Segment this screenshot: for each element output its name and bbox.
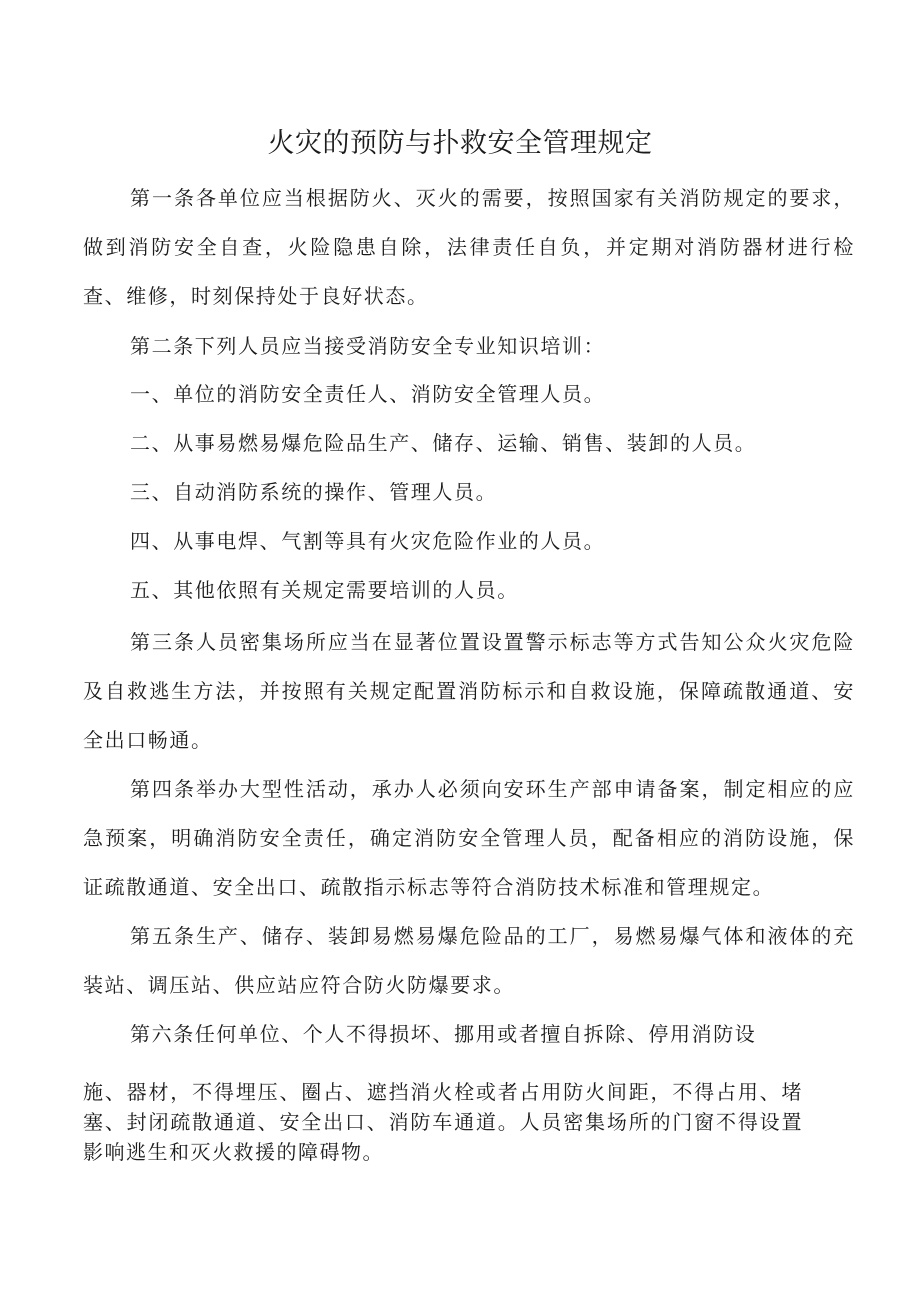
paragraph-article-6: 第六条任何单位、个人不得损坏、挪用或者擅自拆除、停用消防设 <box>130 1022 757 1046</box>
paragraph-article-3: 第三条人员密集场所应当在显著位置设置警示标志等方式告知公众火灾危险及自救逃生方法，并按照有关规定配置消防标示和自救设施，保障疏散通道、安全出口畅通。 <box>83 630 855 752</box>
paragraph-article-5: 第五条生产、储存、装卸易燃易爆危险品的工厂，易燃易爆气体和液体的充装站、调压站、供应站应符合防火防爆要求。 <box>83 924 855 997</box>
list-item-5: 五、其他依照有关规定需要培训的人员。 <box>130 578 519 602</box>
list-item-3: 三、自动消防系统的操作、管理人员。 <box>130 480 498 504</box>
list-item-1: 一、单位的消防安全责任人、消防安全管理人员。 <box>130 382 606 406</box>
paragraph-article-4: 第四条举办大型性活动，承办人必须向安环生产部申请备案，制定相应的应急预案，明确消防安全责任，确定消防安全管理人员，配备相应的消防设施，保证疏散通道、安全出口、疏散指示标志等符合消防技术标准和管理规定。 <box>83 777 855 899</box>
paragraph-article-6-continued: 施、器材，不得埋压、圈占、遮挡消火栓或者占用防火间距，不得占用、堵塞、封闭疏散通道、安全出口、消防车通道。人员密集场所的门窗不得设置影响逃生和灭火救援的障碍物。 <box>83 1080 803 1164</box>
document-title: 火灾的预防与扑救安全管理规定 <box>267 128 653 159</box>
paragraph-article-2: 第二条下列人员应当接受消防安全专业知识培训： <box>130 334 606 358</box>
list-item-4: 四、从事电焊、气割等具有火灾危险作业的人员。 <box>130 529 606 553</box>
paragraph-article-1: 第一条各单位应当根据防火、灭火的需要，按照国家有关消防规定的要求，做到消防安全自查，火险隐患自除，法律责任自负，并定期对消防器材进行检查、维修，时刻保持处于良好状态。 <box>83 186 855 308</box>
list-item-2: 二、从事易燃易爆危险品生产、储存、运输、销售、装卸的人员。 <box>130 431 757 455</box>
